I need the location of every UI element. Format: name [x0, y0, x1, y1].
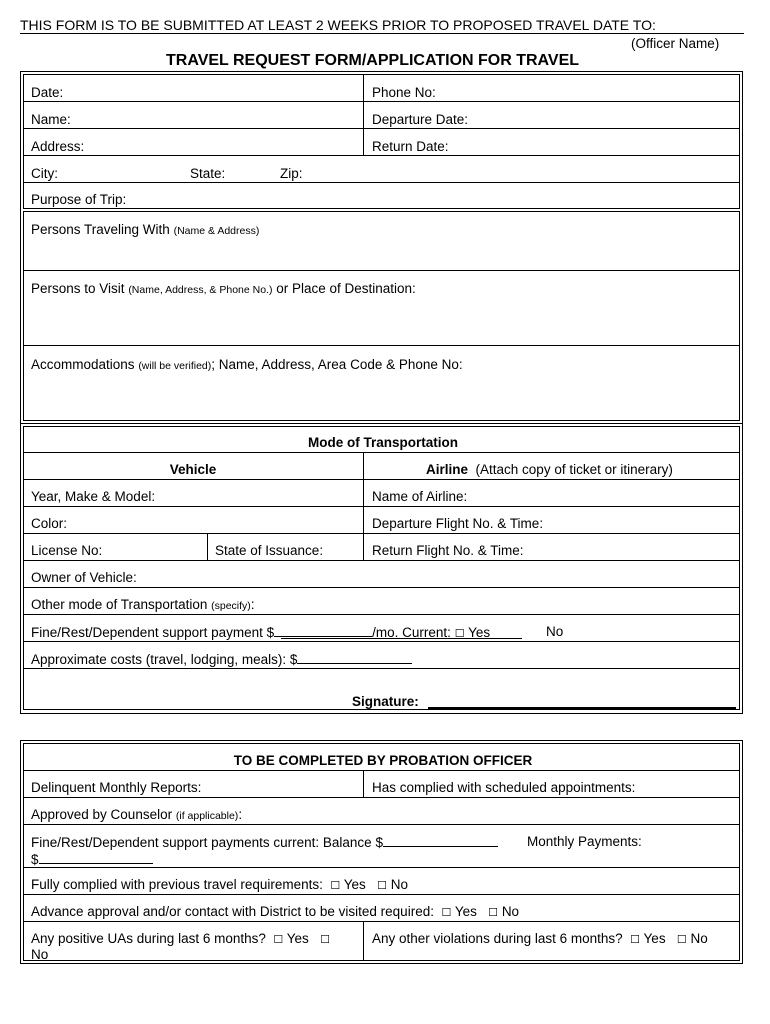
approved-by-field[interactable]: Approved by Counselor (if applicable):: [31, 807, 243, 822]
other-violations-no-label: No: [690, 931, 708, 946]
row-divider: [23, 770, 740, 771]
row-divider: [23, 614, 740, 615]
advance-approval-row: [31, 904, 519, 921]
positive-uas-no-label: No: [31, 947, 49, 962]
submission-notice: THIS FORM IS TO BE SUBMITTED AT LEAST 2 WEEKS PRIOR TO PROPOSED TRAVEL DATE TO:: [20, 17, 656, 33]
officer-name-caption: (Officer Name): [631, 36, 720, 51]
return-date-field[interactable]: Return Date:: [372, 139, 449, 154]
row-divider: [23, 587, 740, 588]
column-divider: [363, 74, 364, 155]
balance-input[interactable]: [383, 834, 498, 847]
positive-uas-yes-label: Yes: [286, 931, 309, 946]
delinquent-reports-field[interactable]: Delinquent Monthly Reports:: [31, 780, 202, 795]
vehicle-heading: Vehicle: [169, 462, 217, 477]
approx-costs-input[interactable]: [297, 651, 412, 664]
airline-note: (Attach copy of ticket or itinerary): [475, 462, 673, 477]
other-mode-field[interactable]: Other mode of Transportation (specify):: [31, 597, 255, 612]
year-make-model-field[interactable]: Year, Make & Model:: [31, 489, 156, 504]
color-field[interactable]: Color:: [31, 516, 68, 531]
airline-name-field[interactable]: Name of Airline:: [372, 489, 468, 504]
approx-costs-field: [31, 651, 412, 668]
row-divider: [23, 182, 740, 183]
dollar-sign: $: [31, 852, 39, 867]
other-violations-yes-checkbox[interactable]: ☐: [630, 934, 641, 946]
other-mode-label: Other mode of Transportation: [31, 597, 208, 612]
persons-visit-note: (Name, Address, & Phone No.): [128, 284, 273, 296]
fully-complied-yes-checkbox[interactable]: ☐: [330, 880, 341, 892]
payments-current-row: [31, 834, 498, 851]
column-divider: [207, 533, 208, 560]
fully-complied-no-checkbox[interactable]: ☐: [377, 880, 387, 892]
support-payment-label: Fine/Rest/Dependent support payment $: [31, 625, 275, 640]
row-divider: [23, 506, 740, 507]
persons-traveling-note: (Name & Address): [173, 225, 260, 237]
positive-uas-row: [31, 931, 330, 948]
zip-field[interactable]: Zip:: [280, 166, 303, 181]
current-no-label[interactable]: No: [546, 624, 564, 639]
officer-heading: TO BE COMPLETED BY PROBATION OFFICER: [233, 753, 533, 768]
support-underline: [281, 638, 522, 639]
airline-heading: [426, 462, 673, 478]
details-box: [23, 211, 740, 421]
row-divider: [23, 479, 740, 480]
other-violations-row: [372, 931, 708, 948]
date-field[interactable]: Date:: [31, 85, 64, 100]
fully-complied-yes-label: Yes: [343, 877, 366, 892]
state-field[interactable]: State:: [190, 166, 226, 181]
other-mode-note: (specify): [211, 600, 251, 612]
row-divider: [23, 155, 740, 156]
column-divider: [363, 921, 364, 961]
support-amount-input[interactable]: [274, 624, 372, 637]
row-divider: [23, 668, 740, 669]
support-payment-row: [31, 624, 490, 642]
per-month-label: /mo. Current:: [372, 625, 451, 640]
persons-visit-field[interactable]: [31, 281, 416, 298]
positive-uas-no-checkbox[interactable]: ☐: [320, 934, 330, 946]
advance-approval-label: Advance approval and/or contact with District to be visited required:: [31, 904, 434, 919]
monthly-payments-input[interactable]: [39, 851, 153, 864]
officer-name-line: [20, 33, 744, 34]
persons-visit-suffix: or Place of Destination:: [276, 281, 416, 296]
departure-flight-field[interactable]: Departure Flight No. & Time:: [372, 516, 544, 531]
other-violations-yes-label: Yes: [643, 931, 666, 946]
row-divider: [23, 921, 740, 922]
fully-complied-row: [31, 877, 408, 894]
advance-approval-yes-checkbox[interactable]: ☐: [441, 907, 452, 919]
signature-label: Signature:: [352, 694, 419, 709]
row-divider: [23, 894, 740, 895]
payments-current-label: Fine/Rest/Dependent support payments current: Balance $: [31, 835, 383, 850]
monthly-payments-row: [31, 851, 153, 868]
persons-traveling-label: Persons Traveling With: [31, 222, 170, 237]
departure-date-field[interactable]: Departure Date:: [372, 112, 469, 127]
state-issuance-field[interactable]: State of Issuance:: [215, 543, 324, 558]
city-field[interactable]: City:: [31, 166, 58, 181]
phone-field[interactable]: Phone No:: [372, 85, 436, 100]
monthly-payments-label: Monthly Payments:: [527, 834, 642, 849]
accommodations-note: (will be verified): [138, 360, 212, 372]
positive-uas-yes-checkbox[interactable]: ☐: [273, 934, 284, 946]
return-flight-field[interactable]: Return Flight No. & Time:: [372, 543, 524, 558]
approved-by-note: (if applicable): [175, 810, 239, 822]
column-divider: [363, 452, 364, 560]
row-divider: [23, 560, 740, 561]
other-violations-label: Any other violations during last 6 months?: [372, 931, 623, 946]
airline-label: Airline: [426, 462, 469, 477]
fully-complied-no-label: No: [390, 877, 408, 892]
purpose-field[interactable]: Purpose of Trip:: [31, 192, 127, 207]
column-divider: [363, 770, 364, 797]
advance-approval-yes-label: Yes: [454, 904, 477, 919]
name-field[interactable]: Name:: [31, 112, 71, 127]
address-field[interactable]: Address:: [31, 139, 85, 154]
license-field[interactable]: License No:: [31, 543, 103, 558]
accommodations-label: Accommodations: [31, 357, 135, 372]
accommodations-suffix: ; Name, Address, Area Code & Phone No:: [211, 357, 463, 372]
row-divider: [23, 128, 740, 129]
row-divider: [23, 345, 740, 346]
form-title: TRAVEL REQUEST FORM/APPLICATION FOR TRAVEL: [166, 52, 580, 69]
owner-field[interactable]: Owner of Vehicle:: [31, 570, 137, 585]
row-divider: [23, 824, 740, 825]
row-divider: [23, 533, 740, 534]
persons-traveling-field[interactable]: [31, 222, 259, 239]
fully-complied-label: Fully complied with previous travel requirements:: [31, 877, 323, 892]
other-violations-no-checkbox[interactable]: ☐: [676, 934, 687, 946]
current-yes-label: Yes: [468, 625, 491, 640]
advance-approval-no-checkbox[interactable]: ☐: [488, 907, 499, 919]
current-yes-checkbox[interactable]: ☐: [454, 628, 465, 640]
approx-costs-label: Approximate costs (travel, lodging, meals): $: [31, 652, 298, 667]
row-divider: [23, 270, 740, 271]
complied-appointments-field[interactable]: Has complied with scheduled appointments:: [372, 780, 636, 795]
row-divider: [23, 101, 740, 102]
row-divider: [23, 452, 740, 453]
approved-by-label: Approved by Counselor: [31, 807, 173, 822]
signature-line[interactable]: [428, 707, 736, 709]
transport-heading: Mode of Transportation: [308, 435, 458, 450]
advance-approval-no-label: No: [501, 904, 520, 919]
accommodations-field[interactable]: [31, 357, 463, 374]
row-divider: [23, 797, 740, 798]
persons-visit-label: Persons to Visit: [31, 281, 125, 296]
positive-uas-label: Any positive UAs during last 6 months?: [31, 931, 266, 946]
